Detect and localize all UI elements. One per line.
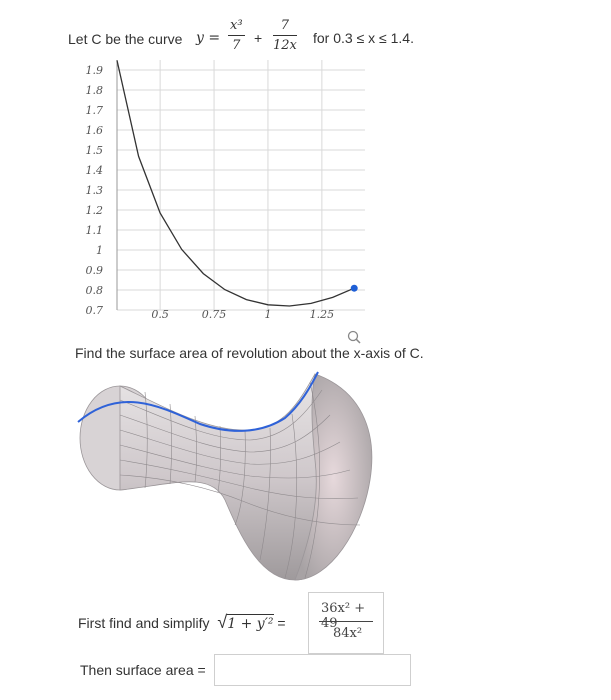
y-tick-label: 1.1 xyxy=(85,224,103,237)
x-tick-label: 1 xyxy=(264,308,272,321)
y-tick-label: 0.9 xyxy=(85,264,103,277)
find-instruction: Find the surface area of revolution about the x-axis of C. xyxy=(75,345,424,361)
surface-of-revolution-image xyxy=(60,360,440,590)
equals-sign: = xyxy=(277,615,286,631)
y-tick-label: 1.6 xyxy=(85,124,103,137)
answer-numerator: 36x² + 49 xyxy=(321,601,366,631)
y-tick-label: 1.4 xyxy=(85,164,103,177)
y-tick-label: 0.8 xyxy=(85,284,103,297)
curve-endpoint-marker xyxy=(351,285,358,292)
derivative-answer-box[interactable] xyxy=(308,592,384,654)
term2-denominator: 12x xyxy=(273,38,297,53)
y-tick-label: 1.9 xyxy=(85,64,103,77)
answer-denominator: 84x² xyxy=(333,626,363,641)
magnifier-icon[interactable] xyxy=(346,329,362,345)
surface-area-label: Then surface area = xyxy=(80,662,206,678)
sqrt-radicand: 1 + y′² xyxy=(227,616,274,632)
term1-numerator: x³ xyxy=(230,18,243,33)
simplify-prompt xyxy=(78,612,286,633)
y-tick-label: 1 xyxy=(96,244,103,257)
y-equals: y = xyxy=(196,30,221,46)
term2-numerator: 7 xyxy=(280,18,290,33)
plus-sign: + xyxy=(254,30,263,46)
sqrt-expression xyxy=(217,612,277,632)
surface-area-input[interactable] xyxy=(214,654,411,686)
y-tick-label: 1.2 xyxy=(85,204,103,217)
y-tick-label: 1.8 xyxy=(85,84,103,97)
y-tick-label: 1.3 xyxy=(85,184,103,197)
term1-denominator: 7 xyxy=(232,38,241,53)
problem-lead: Let C be the curve xyxy=(68,31,183,47)
term2-fraction xyxy=(273,18,297,53)
graph-grid xyxy=(117,60,365,310)
x-tick-label: 0.75 xyxy=(201,308,227,321)
term1-fraction xyxy=(228,18,245,53)
simplify-label: First find and simplify xyxy=(78,615,210,631)
x-tick-label: 0.5 xyxy=(151,308,169,321)
curve-line xyxy=(117,60,354,306)
curve-graph xyxy=(75,50,375,340)
y-tick-labels xyxy=(86,64,104,317)
domain-range: for 0.3 ≤ x ≤ 1.4. xyxy=(313,30,414,46)
x-tick-label: 1.25 xyxy=(309,308,335,321)
y-tick-label: 1.7 xyxy=(85,104,103,117)
sqrt-symbol: √ xyxy=(217,612,228,632)
y-tick-label: 1.5 xyxy=(85,144,103,157)
y-tick-label: 0.7 xyxy=(85,304,103,317)
